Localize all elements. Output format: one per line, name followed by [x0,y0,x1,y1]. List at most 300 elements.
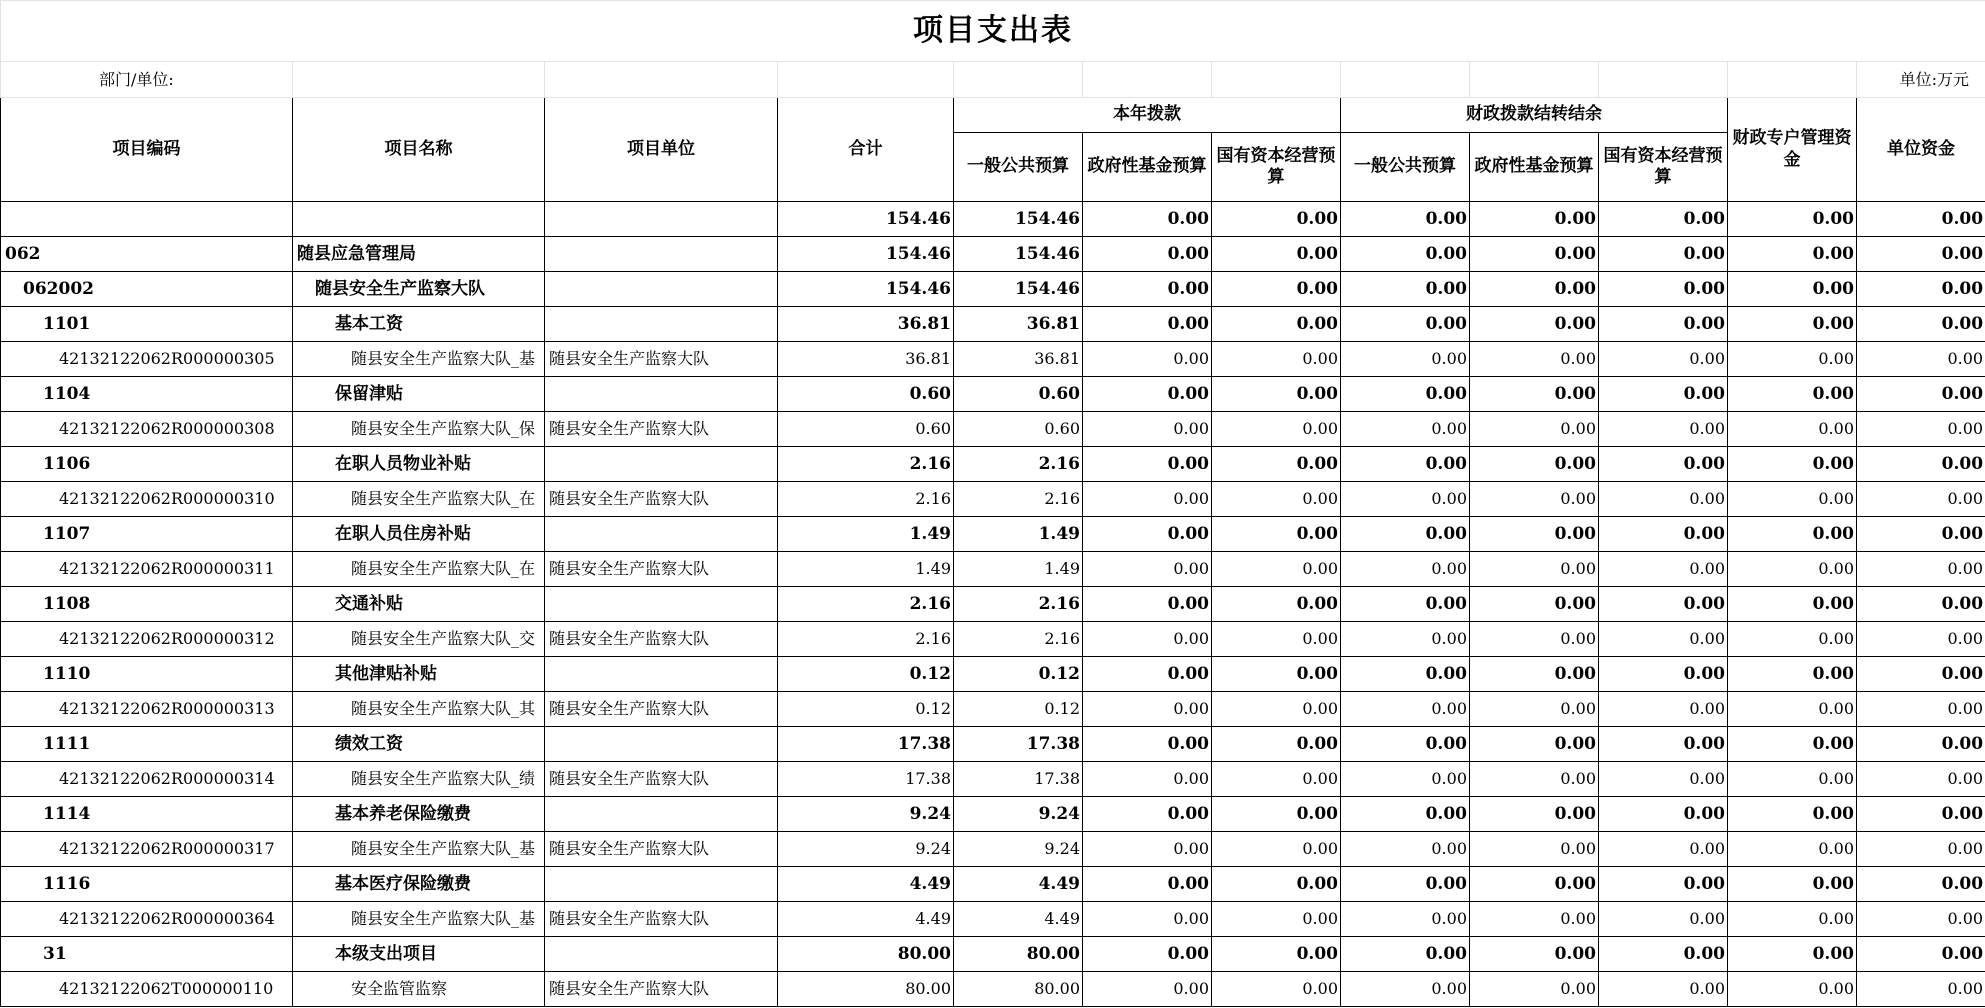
cell-state-capital-budget: 0.00 [1212,342,1341,377]
cell-total: 2.16 [778,482,954,517]
cell-carryover-state-capital: 0.00 [1599,797,1728,832]
cell-carryover-general-budget: 0.00 [1341,412,1470,447]
cell-general-budget: 36.81 [954,307,1083,342]
cell-government-fund-budget: 0.00 [1083,377,1212,412]
cell-project-unit: 随县安全生产监察大队 [545,552,778,587]
cell-state-capital-budget: 0.00 [1212,517,1341,552]
cell-project-unit [545,727,778,762]
cell-project-name: 随县安全生产监察大队_基 [293,832,545,867]
cell-general-budget: 9.24 [954,832,1083,867]
cell-carryover-general-budget: 0.00 [1341,972,1470,1007]
cell-project-code: 1114 [1,797,293,832]
cell-total: 154.46 [778,272,954,307]
cell-state-capital-budget: 0.00 [1212,202,1341,237]
cell-carryover-government-fund: 0.00 [1470,937,1599,972]
cell-unit-funds: 0.00 [1857,692,1985,727]
cell-total: 17.38 [778,727,954,762]
cell-carryover-general-budget: 0.00 [1341,447,1470,482]
cell-state-capital-budget: 0.00 [1212,377,1341,412]
cell-project-name: 绩效工资 [293,727,545,762]
cell-unit-funds: 0.00 [1857,307,1985,342]
cell-carryover-state-capital: 0.00 [1599,482,1728,517]
cell-project-unit [545,797,778,832]
cell-general-budget: 0.60 [954,412,1083,447]
cell-unit-funds: 0.00 [1857,552,1985,587]
cell-project-code: 1108 [1,587,293,622]
cell-state-capital-budget: 0.00 [1212,447,1341,482]
cell-carryover-general-budget: 0.00 [1341,482,1470,517]
cell-project-unit [545,867,778,902]
cell-government-fund-budget: 0.00 [1083,447,1212,482]
cell-project-code: 1106 [1,447,293,482]
cell-project-code: 42132122062R000000317 [1,832,293,867]
cell-carryover-general-budget: 0.00 [1341,202,1470,237]
cell-project-code: 1111 [1,727,293,762]
cell-unit-funds: 0.00 [1857,377,1985,412]
cell-project-unit: 随县安全生产监察大队 [545,342,778,377]
cell-state-capital-budget: 0.00 [1212,272,1341,307]
cell-carryover-government-fund: 0.00 [1470,377,1599,412]
cell-carryover-government-fund: 0.00 [1470,727,1599,762]
cell-government-fund-budget: 0.00 [1083,587,1212,622]
cell-unit-funds: 0.00 [1857,342,1985,377]
cell-project-name: 交通补贴 [293,587,545,622]
cell-project-name: 在职人员住房补贴 [293,517,545,552]
cell-general-budget: 2.16 [954,447,1083,482]
cell-project-code: 1104 [1,377,293,412]
table-row [1,412,1985,447]
cell-carryover-government-fund: 0.00 [1470,972,1599,1007]
cell-government-fund-budget: 0.00 [1083,342,1212,377]
cell-special-account-funds: 0.00 [1728,937,1857,972]
cell-carryover-state-capital: 0.00 [1599,307,1728,342]
cell-carryover-general-budget: 0.00 [1341,377,1470,412]
cell-unit-funds: 0.00 [1857,797,1985,832]
cell-state-capital-budget: 0.00 [1212,972,1341,1007]
cell-unit-funds: 0.00 [1857,937,1985,972]
cell-project-unit [545,377,778,412]
cell-total: 80.00 [778,972,954,1007]
cell-special-account-funds: 0.00 [1728,797,1857,832]
cell-carryover-state-capital: 0.00 [1599,902,1728,937]
cell-carryover-state-capital: 0.00 [1599,342,1728,377]
cell-project-name: 随县安全生产监察大队_在 [293,552,545,587]
cell-total: 1.49 [778,517,954,552]
cell-government-fund-budget: 0.00 [1083,762,1212,797]
cell-government-fund-budget: 0.00 [1083,692,1212,727]
cell-special-account-funds: 0.00 [1728,972,1857,1007]
cell-general-budget: 2.16 [954,482,1083,517]
cell-carryover-government-fund: 0.00 [1470,447,1599,482]
cell-special-account-funds: 0.00 [1728,377,1857,412]
cell-general-budget: 17.38 [954,762,1083,797]
cell-government-fund-budget: 0.00 [1083,972,1212,1007]
cell-unit-funds: 0.00 [1857,587,1985,622]
cell-general-budget: 2.16 [954,622,1083,657]
cell-total: 9.24 [778,797,954,832]
page-title: 项目支出表 [1,1,1985,62]
cell-project-code: 1101 [1,307,293,342]
cell-unit-funds: 0.00 [1857,622,1985,657]
cell-carryover-state-capital: 0.00 [1599,412,1728,447]
table-row [1,307,1985,342]
cell-project-name: 随县安全生产监察大队 [293,272,545,307]
cell-carryover-state-capital: 0.00 [1599,622,1728,657]
cell-general-budget: 1.49 [954,517,1083,552]
cell-total: 154.46 [778,237,954,272]
table-row [1,237,1985,272]
cell-special-account-funds: 0.00 [1728,727,1857,762]
table-body [1,202,1985,1007]
cell-unit-funds: 0.00 [1857,517,1985,552]
cell-carryover-state-capital: 0.00 [1599,937,1728,972]
cell-state-capital-budget: 0.00 [1212,762,1341,797]
cell-special-account-funds: 0.00 [1728,867,1857,902]
cell-carryover-government-fund: 0.00 [1470,272,1599,307]
cell-project-code: 42132122062T000000110 [1,972,293,1007]
cell-project-code: 062 [1,237,293,272]
cell-carryover-government-fund: 0.00 [1470,622,1599,657]
cell-special-account-funds: 0.00 [1728,902,1857,937]
cell-government-fund-budget: 0.00 [1083,622,1212,657]
header-fiscal-carryover: 财政拨款结转结余 [1341,98,1728,133]
cell-government-fund-budget: 0.00 [1083,272,1212,307]
cell-total: 2.16 [778,447,954,482]
cell-carryover-government-fund: 0.00 [1470,412,1599,447]
cell-carryover-general-budget: 0.00 [1341,342,1470,377]
cell-unit-funds: 0.00 [1857,867,1985,902]
cell-project-code: 42132122062R000000311 [1,552,293,587]
cell-special-account-funds: 0.00 [1728,692,1857,727]
table-row [1,762,1985,797]
cell-total: 0.60 [778,412,954,447]
cell-project-code: 1110 [1,657,293,692]
cell-general-budget: 154.46 [954,272,1083,307]
cell-carryover-general-budget: 0.00 [1341,517,1470,552]
cell-special-account-funds: 0.00 [1728,657,1857,692]
cell-project-unit [545,202,778,237]
cell-government-fund-budget: 0.00 [1083,797,1212,832]
cell-project-name: 基本养老保险缴费 [293,797,545,832]
cell-carryover-general-budget: 0.00 [1341,727,1470,762]
cell-carryover-government-fund: 0.00 [1470,482,1599,517]
cell-project-name: 其他津贴补贴 [293,657,545,692]
cell-project-name: 本级支出项目 [293,937,545,972]
cell-project-code: 42132122062R000000313 [1,692,293,727]
table-row [1,517,1985,552]
cell-project-unit [545,937,778,972]
cell-government-fund-budget: 0.00 [1083,202,1212,237]
cell-project-unit: 随县安全生产监察大队 [545,762,778,797]
cell-special-account-funds: 0.00 [1728,447,1857,482]
cell-general-budget: 154.46 [954,237,1083,272]
cell-carryover-government-fund: 0.00 [1470,762,1599,797]
cell-project-code: 42132122062R000000364 [1,902,293,937]
cell-project-unit: 随县安全生产监察大队 [545,902,778,937]
cell-project-name: 保留津贴 [293,377,545,412]
cell-special-account-funds: 0.00 [1728,587,1857,622]
cell-total: 1.49 [778,552,954,587]
cell-project-name: 随县安全生产监察大队_保 [293,412,545,447]
cell-carryover-state-capital: 0.00 [1599,657,1728,692]
cell-carryover-general-budget: 0.00 [1341,937,1470,972]
cell-general-budget: 80.00 [954,937,1083,972]
cell-general-budget: 2.16 [954,587,1083,622]
cell-state-capital-budget: 0.00 [1212,692,1341,727]
cell-carryover-state-capital: 0.00 [1599,447,1728,482]
cell-project-unit [545,657,778,692]
cell-government-fund-budget: 0.00 [1083,832,1212,867]
cell-unit-funds: 0.00 [1857,902,1985,937]
table-row [1,692,1985,727]
table-row [1,482,1985,517]
cell-project-name: 随县应急管理局 [293,237,545,272]
cell-state-capital-budget: 0.00 [1212,937,1341,972]
cell-unit-funds: 0.00 [1857,762,1985,797]
cell-government-fund-budget: 0.00 [1083,412,1212,447]
cell-carryover-government-fund: 0.00 [1470,902,1599,937]
cell-state-capital-budget: 0.00 [1212,412,1341,447]
cell-special-account-funds: 0.00 [1728,202,1857,237]
table-row [1,447,1985,482]
cell-government-fund-budget: 0.00 [1083,902,1212,937]
cell-unit-funds: 0.00 [1857,832,1985,867]
cell-project-code: 42132122062R000000312 [1,622,293,657]
cell-government-fund-budget: 0.00 [1083,867,1212,902]
cell-unit-funds: 0.00 [1857,972,1985,1007]
cell-carryover-state-capital: 0.00 [1599,377,1728,412]
cell-project-name: 安全监管监察 [293,972,545,1007]
cell-unit-funds: 0.00 [1857,237,1985,272]
table-row [1,377,1985,412]
cell-carryover-state-capital: 0.00 [1599,972,1728,1007]
header-state-capital-budget: 国有资本经营预算 [1212,133,1341,202]
cell-general-budget: 9.24 [954,797,1083,832]
header-total: 合计 [778,98,954,202]
cell-carryover-state-capital: 0.00 [1599,762,1728,797]
cell-total: 9.24 [778,832,954,867]
cell-project-code: 062002 [1,272,293,307]
header-project-name: 项目名称 [293,98,545,202]
cell-state-capital-budget: 0.00 [1212,482,1341,517]
cell-carryover-state-capital: 0.00 [1599,237,1728,272]
cell-state-capital-budget: 0.00 [1212,727,1341,762]
header-general-budget: 一般公共预算 [954,133,1083,202]
cell-project-code: 42132122062R000000305 [1,342,293,377]
cell-carryover-state-capital: 0.00 [1599,517,1728,552]
cell-project-code: 1107 [1,517,293,552]
cell-project-unit [545,517,778,552]
department-label: 部门/单位: [1,62,293,98]
cell-state-capital-budget: 0.00 [1212,307,1341,342]
cell-state-capital-budget: 0.00 [1212,797,1341,832]
cell-unit-funds: 0.00 [1857,272,1985,307]
cell-carryover-state-capital: 0.00 [1599,867,1728,902]
table-row [1,902,1985,937]
cell-total: 17.38 [778,762,954,797]
cell-special-account-funds: 0.00 [1728,622,1857,657]
cell-carryover-government-fund: 0.00 [1470,832,1599,867]
cell-special-account-funds: 0.00 [1728,552,1857,587]
cell-state-capital-budget: 0.00 [1212,832,1341,867]
cell-carryover-state-capital: 0.00 [1599,587,1728,622]
cell-special-account-funds: 0.00 [1728,517,1857,552]
header-carryover-government-fund: 政府性基金预算 [1470,133,1599,202]
cell-project-name [293,202,545,237]
cell-state-capital-budget: 0.00 [1212,587,1341,622]
cell-carryover-state-capital: 0.00 [1599,202,1728,237]
table-row [1,657,1985,692]
cell-carryover-state-capital: 0.00 [1599,272,1728,307]
cell-carryover-government-fund: 0.00 [1470,237,1599,272]
cell-carryover-state-capital: 0.00 [1599,552,1728,587]
cell-carryover-state-capital: 0.00 [1599,832,1728,867]
cell-government-fund-budget: 0.00 [1083,237,1212,272]
cell-general-budget: 36.81 [954,342,1083,377]
cell-government-fund-budget: 0.00 [1083,482,1212,517]
cell-special-account-funds: 0.00 [1728,412,1857,447]
cell-state-capital-budget: 0.00 [1212,657,1341,692]
cell-carryover-government-fund: 0.00 [1470,657,1599,692]
cell-general-budget: 0.12 [954,657,1083,692]
cell-carryover-government-fund: 0.00 [1470,202,1599,237]
table-row [1,832,1985,867]
cell-general-budget: 17.38 [954,727,1083,762]
cell-state-capital-budget: 0.00 [1212,622,1341,657]
cell-total: 0.60 [778,377,954,412]
table-row [1,727,1985,762]
cell-project-code: 42132122062R000000308 [1,412,293,447]
cell-project-unit: 随县安全生产监察大队 [545,482,778,517]
cell-total: 2.16 [778,587,954,622]
cell-total: 36.81 [778,307,954,342]
header-government-fund-budget: 政府性基金预算 [1083,133,1212,202]
cell-carryover-government-fund: 0.00 [1470,867,1599,902]
header-project-code: 项目编码 [1,98,293,202]
cell-project-name: 随县安全生产监察大队_绩 [293,762,545,797]
cell-project-name: 基本工资 [293,307,545,342]
header-project-unit: 项目单位 [545,98,778,202]
cell-project-name: 基本医疗保险缴费 [293,867,545,902]
cell-state-capital-budget: 0.00 [1212,867,1341,902]
cell-carryover-general-budget: 0.00 [1341,797,1470,832]
cell-project-code: 1116 [1,867,293,902]
cell-state-capital-budget: 0.00 [1212,902,1341,937]
cell-carryover-state-capital: 0.00 [1599,727,1728,762]
cell-project-name: 随县安全生产监察大队_在 [293,482,545,517]
cell-general-budget: 0.60 [954,377,1083,412]
cell-carryover-state-capital: 0.00 [1599,692,1728,727]
cell-total: 0.12 [778,692,954,727]
cell-special-account-funds: 0.00 [1728,832,1857,867]
cell-special-account-funds: 0.00 [1728,342,1857,377]
cell-project-unit [545,272,778,307]
cell-general-budget: 4.49 [954,902,1083,937]
cell-project-code [1,202,293,237]
header-current-year-allocation: 本年拨款 [954,98,1341,133]
cell-government-fund-budget: 0.00 [1083,307,1212,342]
cell-government-fund-budget: 0.00 [1083,657,1212,692]
cell-unit-funds: 0.00 [1857,727,1985,762]
cell-project-code: 42132122062R000000310 [1,482,293,517]
header-carryover-general-budget: 一般公共预算 [1341,133,1470,202]
table-row [1,552,1985,587]
cell-general-budget: 4.49 [954,867,1083,902]
cell-special-account-funds: 0.00 [1728,272,1857,307]
cell-carryover-general-budget: 0.00 [1341,272,1470,307]
cell-carryover-government-fund: 0.00 [1470,517,1599,552]
cell-special-account-funds: 0.00 [1728,237,1857,272]
cell-carryover-government-fund: 0.00 [1470,797,1599,832]
cell-carryover-government-fund: 0.00 [1470,307,1599,342]
cell-carryover-government-fund: 0.00 [1470,692,1599,727]
cell-carryover-general-budget: 0.00 [1341,867,1470,902]
cell-unit-funds: 0.00 [1857,447,1985,482]
cell-general-budget: 154.46 [954,202,1083,237]
cell-special-account-funds: 0.00 [1728,482,1857,517]
cell-carryover-government-fund: 0.00 [1470,552,1599,587]
cell-general-budget: 1.49 [954,552,1083,587]
cell-project-unit: 随县安全生产监察大队 [545,412,778,447]
cell-project-unit [545,447,778,482]
table-row [1,587,1985,622]
cell-project-unit: 随县安全生产监察大队 [545,832,778,867]
cell-unit-funds: 0.00 [1857,657,1985,692]
table-row [1,272,1985,307]
table-row [1,937,1985,972]
table-row [1,797,1985,832]
cell-state-capital-budget: 0.00 [1212,237,1341,272]
cell-government-fund-budget: 0.00 [1083,517,1212,552]
cell-carryover-general-budget: 0.00 [1341,692,1470,727]
cell-unit-funds: 0.00 [1857,202,1985,237]
cell-carryover-general-budget: 0.00 [1341,307,1470,342]
cell-general-budget: 80.00 [954,972,1083,1007]
cell-total: 4.49 [778,902,954,937]
cell-special-account-funds: 0.00 [1728,307,1857,342]
cell-carryover-general-budget: 0.00 [1341,622,1470,657]
header-unit-funds: 单位资金 [1857,98,1985,202]
cell-carryover-government-fund: 0.00 [1470,342,1599,377]
cell-carryover-general-budget: 0.00 [1341,657,1470,692]
table-row [1,622,1985,657]
cell-total: 0.12 [778,657,954,692]
cell-project-unit [545,307,778,342]
cell-project-unit: 随县安全生产监察大队 [545,622,778,657]
header-special-account-funds: 财政专户管理资金 [1728,98,1857,202]
cell-project-name: 随县安全生产监察大队_交 [293,622,545,657]
cell-project-unit [545,587,778,622]
cell-project-name: 在职人员物业补贴 [293,447,545,482]
cell-government-fund-budget: 0.00 [1083,727,1212,762]
cell-project-name: 随县安全生产监察大队_基 [293,902,545,937]
table-row [1,342,1985,377]
cell-government-fund-budget: 0.00 [1083,552,1212,587]
cell-government-fund-budget: 0.00 [1083,937,1212,972]
cell-project-unit: 随县安全生产监察大队 [545,972,778,1007]
cell-project-code: 42132122062R000000314 [1,762,293,797]
table-row [1,867,1985,902]
table-row [1,202,1985,237]
cell-project-name: 随县安全生产监察大队_其 [293,692,545,727]
cell-project-code: 31 [1,937,293,972]
cell-total: 154.46 [778,202,954,237]
cell-general-budget: 0.12 [954,692,1083,727]
cell-total: 36.81 [778,342,954,377]
cell-carryover-general-budget: 0.00 [1341,762,1470,797]
cell-carryover-general-budget: 0.00 [1341,832,1470,867]
unit-label: 单位:万元 [1857,62,1985,98]
